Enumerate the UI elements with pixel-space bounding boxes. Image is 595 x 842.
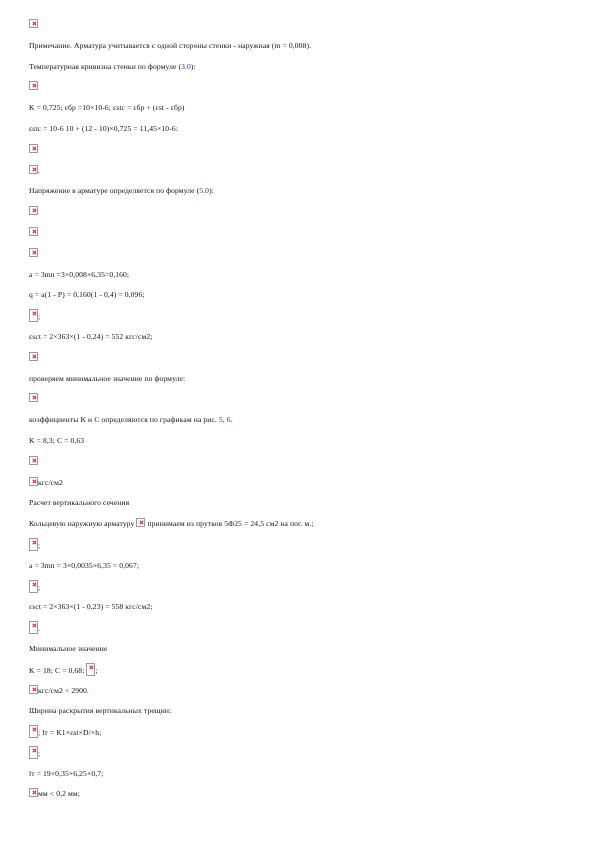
text-run: εsct = 2×363×(1 - 0,24) = 552 кгс/см2; <box>29 331 153 341</box>
document-line <box>29 392 569 413</box>
broken-image-icon <box>29 309 41 322</box>
text-run: Кольцевую наружную арматуру <box>29 519 137 529</box>
document-line <box>29 746 569 767</box>
text-run: K = 8,3; C = 0,63 <box>29 435 85 445</box>
text-run: . <box>38 165 40 175</box>
text-run: ; <box>38 312 41 322</box>
text-run: K = 18; C = 0,68; <box>29 665 87 675</box>
document-line <box>29 704 569 725</box>
text-run: , <box>222 415 227 425</box>
broken-image-icon <box>29 746 41 759</box>
broken-image-icon <box>29 725 38 738</box>
document-line <box>29 143 569 164</box>
broken-image-icon <box>29 456 38 465</box>
text-run: ; <box>38 540 41 550</box>
document-line <box>29 476 569 497</box>
document-line <box>29 455 569 476</box>
document-line <box>29 330 569 351</box>
formula-reference-link[interactable]: 6 <box>226 415 231 425</box>
document-line <box>29 122 569 143</box>
text-run: a = 3mn = 3×0,0035×6,35 = 0,067; <box>29 560 140 570</box>
broken-image-icon <box>29 352 38 361</box>
broken-image-icon <box>29 248 38 257</box>
document-line <box>29 184 569 205</box>
text-run: кгс/см2 <box>38 477 63 487</box>
document-line <box>29 663 569 684</box>
document-line <box>29 787 569 808</box>
document-line <box>29 684 569 705</box>
text-run: ; <box>95 665 98 675</box>
document-line <box>29 226 569 247</box>
document-line <box>29 39 569 60</box>
text-run: кгс/см2 < 2900. <box>38 685 89 695</box>
document-line <box>29 247 569 268</box>
text-run: K = 0,725; εбр =10×10-6; εstc = εбр + (εst - εбр) <box>29 103 185 113</box>
text-run: Ширина раскрытия вертикальных трещин: <box>29 706 172 716</box>
document-line <box>29 767 569 788</box>
text-run: . <box>230 415 233 425</box>
broken-image-icon <box>136 518 145 527</box>
document-line <box>29 580 569 601</box>
broken-image-icon <box>29 144 38 153</box>
document-line <box>29 268 569 289</box>
text-run: ): <box>190 61 196 71</box>
text-run: q = a(1 - P) = 0,160(1 - 0,4) = 0,096; <box>29 290 145 300</box>
formula-reference-link[interactable]: 5 <box>218 415 223 425</box>
text-run: проверяем минимальное значение по формуле: <box>29 373 186 383</box>
document-line <box>29 80 569 101</box>
document-line <box>29 621 569 642</box>
document-line <box>29 434 569 455</box>
broken-image-icon <box>29 621 38 634</box>
broken-image-icon <box>29 788 38 797</box>
text-run: ; <box>38 582 41 592</box>
document-line <box>29 600 569 621</box>
document-line <box>29 205 569 226</box>
text-run: Примечание. Арматура учитывается с одной стороны стенки - наружная (m = 0,008). <box>29 40 312 50</box>
document-line <box>29 309 569 330</box>
document-line <box>29 18 569 39</box>
formula-reference-link[interactable]: 5.0 <box>199 186 210 196</box>
text-run: ): <box>209 186 214 196</box>
broken-image-icon <box>29 477 38 486</box>
text-run: коэффициенты K и C определяются по графикам на рис. <box>29 415 219 425</box>
document-line <box>29 413 569 434</box>
broken-image-icon <box>29 227 38 236</box>
document-page <box>29 18 569 808</box>
document-line <box>29 725 569 746</box>
text-run: ; <box>38 748 41 758</box>
broken-image-icon <box>29 685 38 694</box>
text-run: εstc = 10-6 10 + (12 - 10)×0,725 = 11,45×10-6: <box>29 123 178 133</box>
document-line <box>29 164 569 185</box>
text-run: Температурная кривизна стенки по формуле ( <box>29 61 182 71</box>
text-run: Расчет вертикального сечения <box>29 498 130 508</box>
broken-image-icon <box>86 663 98 676</box>
document-line <box>29 351 569 372</box>
document-line <box>29 642 569 663</box>
broken-image-icon <box>29 165 38 174</box>
document-line <box>29 538 569 559</box>
text-run: lт = 19×0,35×6,25×0,7; <box>29 768 104 778</box>
document-line <box>29 559 569 580</box>
text-run: принимаем из прутков 5Ф25 = 24,5 см2 на пог. м.; <box>145 519 314 529</box>
document-line <box>29 60 569 81</box>
text-run: мм < 0,2 мм; <box>38 789 81 799</box>
document-line <box>29 372 569 393</box>
broken-image-icon <box>29 580 41 593</box>
text-run: Минимальное значение <box>29 643 108 653</box>
broken-image-icon <box>29 538 41 551</box>
document-line <box>29 517 569 538</box>
text-run: ; lт = K1×εst×D/×h; <box>38 728 102 738</box>
broken-image-icon <box>29 393 38 402</box>
text-run: . <box>38 624 40 634</box>
text-run: εsct = 2×363×(1 - 0,23) = 558 кгс/см2; <box>29 602 153 612</box>
document-line <box>29 288 569 309</box>
broken-image-icon <box>29 206 38 215</box>
formula-reference-link[interactable]: 3.0 <box>181 61 191 71</box>
document-line <box>29 101 569 122</box>
text-run: a = 3mn =3×0,008×6,35=0,160; <box>29 269 130 279</box>
text-run: Напряжение в арматуре определяется по формуле ( <box>29 186 200 196</box>
broken-image-icon <box>29 19 38 28</box>
document-line <box>29 496 569 517</box>
broken-image-icon <box>29 81 38 90</box>
